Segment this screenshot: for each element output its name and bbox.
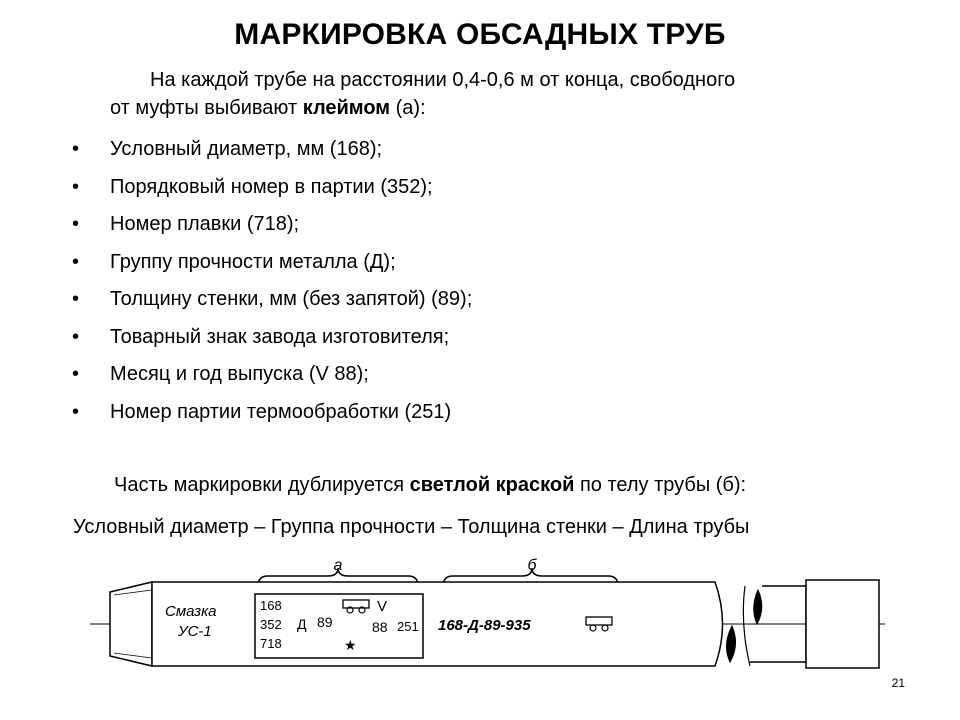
- stamp-grade: Д: [297, 616, 307, 632]
- bullet-icon: •: [72, 175, 80, 198]
- intro-line-2-pre: от муфты выбивают: [110, 97, 303, 119]
- coupling: [806, 580, 879, 668]
- marking-list: [0, 137, 900, 437]
- paint-marking-paragraph: Часть маркировки дублируется светлой краской по телу трубы (б):: [114, 474, 747, 496]
- list-item: • Условный диаметр, мм (168);: [72, 138, 383, 160]
- pipe-diagram: [90, 550, 890, 685]
- pipe-break-right: [754, 590, 762, 624]
- paint-keyword: светлой краской: [409, 474, 575, 496]
- bullet-icon: •: [72, 363, 80, 385]
- list-item: • Порядковый номер в партии (352);: [72, 175, 433, 198]
- bullet-icon: •: [72, 250, 80, 273]
- list-item: • Товарный знак завода изготовителя;: [72, 325, 450, 348]
- stamp-heat: 718: [260, 636, 282, 651]
- label-a: а: [333, 557, 343, 574]
- intro-line-2-post: (а):: [390, 97, 426, 119]
- stamp-wall: 89: [317, 614, 333, 630]
- page-number: 21: [891, 676, 905, 690]
- list-item: • Месяц и год выпуска (V 88);: [72, 363, 369, 385]
- bullet-icon: •: [72, 213, 80, 235]
- bullet-icon: •: [72, 400, 80, 423]
- bullet-icon: •: [72, 325, 80, 348]
- grease-label-1: Смазка: [165, 603, 217, 620]
- stamp-month: V: [377, 598, 388, 615]
- grease-label-2: УС-1: [178, 623, 212, 640]
- paint-marking-order: Условный диаметр – Группа прочности – Толщина стенки – Длина трубы: [73, 516, 750, 538]
- stamp-diameter: 168: [260, 598, 282, 613]
- bullet-icon: •: [72, 138, 80, 160]
- stamp-serial: 352: [260, 617, 282, 632]
- intro-paragraph: [110, 66, 910, 122]
- list-item: • Группу прочности металла (Д);: [72, 250, 396, 273]
- list-item: • Номер плавки (718);: [72, 213, 300, 235]
- intro-keyword: клеймом: [302, 97, 391, 119]
- stamp-year: 88: [372, 619, 388, 635]
- bullet-icon: •: [72, 288, 80, 310]
- pipe-break-left: [726, 626, 735, 662]
- list-item: • Номер партии термообработки (251): [72, 400, 452, 423]
- paint-marking-text: 168-Д-89-935: [438, 617, 531, 634]
- slide-title: МАРКИРОВКА ОБСАДНЫХ ТРУБ: [234, 18, 726, 51]
- intro-line-1: На каждой трубе на расстоянии 0,4-0,6 м от конца, свободного: [150, 69, 736, 91]
- star-icon: ★: [344, 637, 357, 653]
- stamp-batch: 251: [397, 619, 419, 634]
- list-item: • Толщину стенки, мм (без запятой) (89);: [72, 288, 473, 310]
- label-b: б: [527, 557, 537, 574]
